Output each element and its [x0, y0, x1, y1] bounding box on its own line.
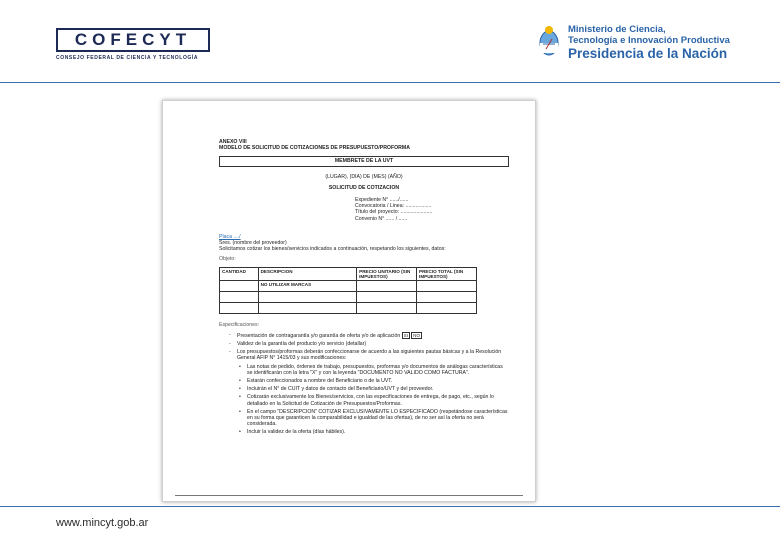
- footer-url[interactable]: www.mincyt.gob.ar: [56, 517, 149, 529]
- reference-fields: [355, 197, 509, 222]
- specifications-list: [229, 332, 509, 362]
- list-item: • Incluirán el N° de CUIT y datos de contacto del Beneficiario/UVT y del proveedor.: [239, 386, 509, 392]
- recipient: Sres. (nombre del proveedor): [219, 240, 287, 247]
- checkbox-si: SI: [403, 332, 408, 338]
- request-heading: SOLICITUD DE COTIZACION: [328, 184, 400, 191]
- budget-table: [219, 267, 477, 314]
- table-row: [220, 280, 477, 291]
- letterhead-box: MEMBRETE DE LA UVT: [219, 156, 509, 166]
- placa-link: Placa ..../: [219, 233, 241, 240]
- field-convocatoria: Convocatoria / Linea: ..................: [355, 203, 432, 210]
- place-date: (LUGAR), (DIA) DE (MES) (AÑO): [325, 173, 403, 180]
- list-item: • Las notas de pedido, órdenes de trabajo, presupuestos, proformas y/o documentos de análogas características se identificarán con la letra "X" y con la leyenda "DOCUMENTO NO VALIDO COMO FACTURA".: [239, 364, 509, 376]
- object-label: Objeto:: [219, 256, 236, 263]
- col-cantidad: CANTIDAD: [220, 267, 259, 280]
- national-crest-icon: [538, 24, 560, 58]
- table-row: [220, 291, 477, 302]
- table-header-row: [220, 267, 477, 280]
- list-item: • Incluir la validez de la oferta (días hábiles).: [239, 429, 509, 435]
- list-item: - Presentación de contragarantía y/o garantía de oferta y/o de aplicación SI NO: [229, 332, 509, 339]
- field-expediente: Expediente N° ....../......: [355, 197, 409, 204]
- request-text: Solicitamos cotizar los bienes/servicios indicados a continuación, respetando los siguientes, datos:: [219, 246, 446, 253]
- formatting-rules-list: [239, 364, 509, 436]
- ministry-line-2: Tecnología e Innovación Productiva: [568, 35, 730, 46]
- footer-divider: [0, 506, 780, 507]
- list-item: • Cotizarán exclusivamente los Bienes/servicios, con las especificaciones de entrega, de pago, etc., según lo detallado en la Solicitud de Cotización de Presupuestos/Proformas.: [239, 394, 509, 406]
- field-convenio: Convenio N° ...... / ......: [355, 215, 408, 222]
- cofecyt-logo: [56, 28, 210, 61]
- col-descripcion: DESCRIPCION: [258, 267, 357, 280]
- header-divider: [0, 82, 780, 83]
- document-content: [219, 139, 509, 438]
- col-precio-unitario: PRECIO UNITARIO (SIN IMPUESTOS): [357, 267, 417, 280]
- cofecyt-logo-subtitle: CONSEJO FEDERAL DE CIENCIA Y TECNOLOGÍA: [56, 55, 199, 61]
- specifications-title: Especificaciones:: [219, 321, 260, 328]
- table-row: [220, 302, 477, 313]
- table-note: NO UTILIZAR MARCAS: [258, 280, 357, 291]
- document-page: [162, 100, 536, 502]
- page-footer-line: [175, 495, 523, 496]
- document-title: MODELO DE SOLICITUD DE COTIZACIONES DE PRESUPUESTO/PROFORMA: [219, 145, 410, 152]
- list-item: - Los presupuestos/proformas deberán confeccionarse de acuerdo a las siguientes pautas básicas y a la Resolución General AFIP N° 1415/03 y sus modificaciones:: [229, 349, 509, 361]
- list-item: • Estarán confeccionados a nombre del Beneficiario o de la UVT.: [239, 378, 509, 384]
- ministry-line-1: Ministerio de Ciencia,: [568, 24, 666, 35]
- col-precio-total: PRECIO TOTAL (SIN IMPUESTOS): [417, 267, 477, 280]
- list-item: - Validez de la garantía del producto y/o servicio (detallar): [229, 341, 509, 347]
- annex-label: ANEXO VIII: [219, 139, 247, 145]
- field-titulo: Título del proyecto: ......................: [355, 209, 433, 216]
- checkbox-no: NO: [413, 332, 420, 338]
- list-item: • En el campo "DESCRIPCION" COTIZAR EXCLUSIVAMENTE LO ESPECIFICADO (respetándose características en su forma que garanticen la comparabilidad e igualdad de las ofertas), de no ser así la oferta no será considerada.: [239, 409, 509, 428]
- presidency-title: Presidencia de la Nación: [568, 46, 728, 61]
- ministry-logo: [538, 24, 730, 61]
- cofecyt-logo-text: COFECYT: [56, 28, 210, 52]
